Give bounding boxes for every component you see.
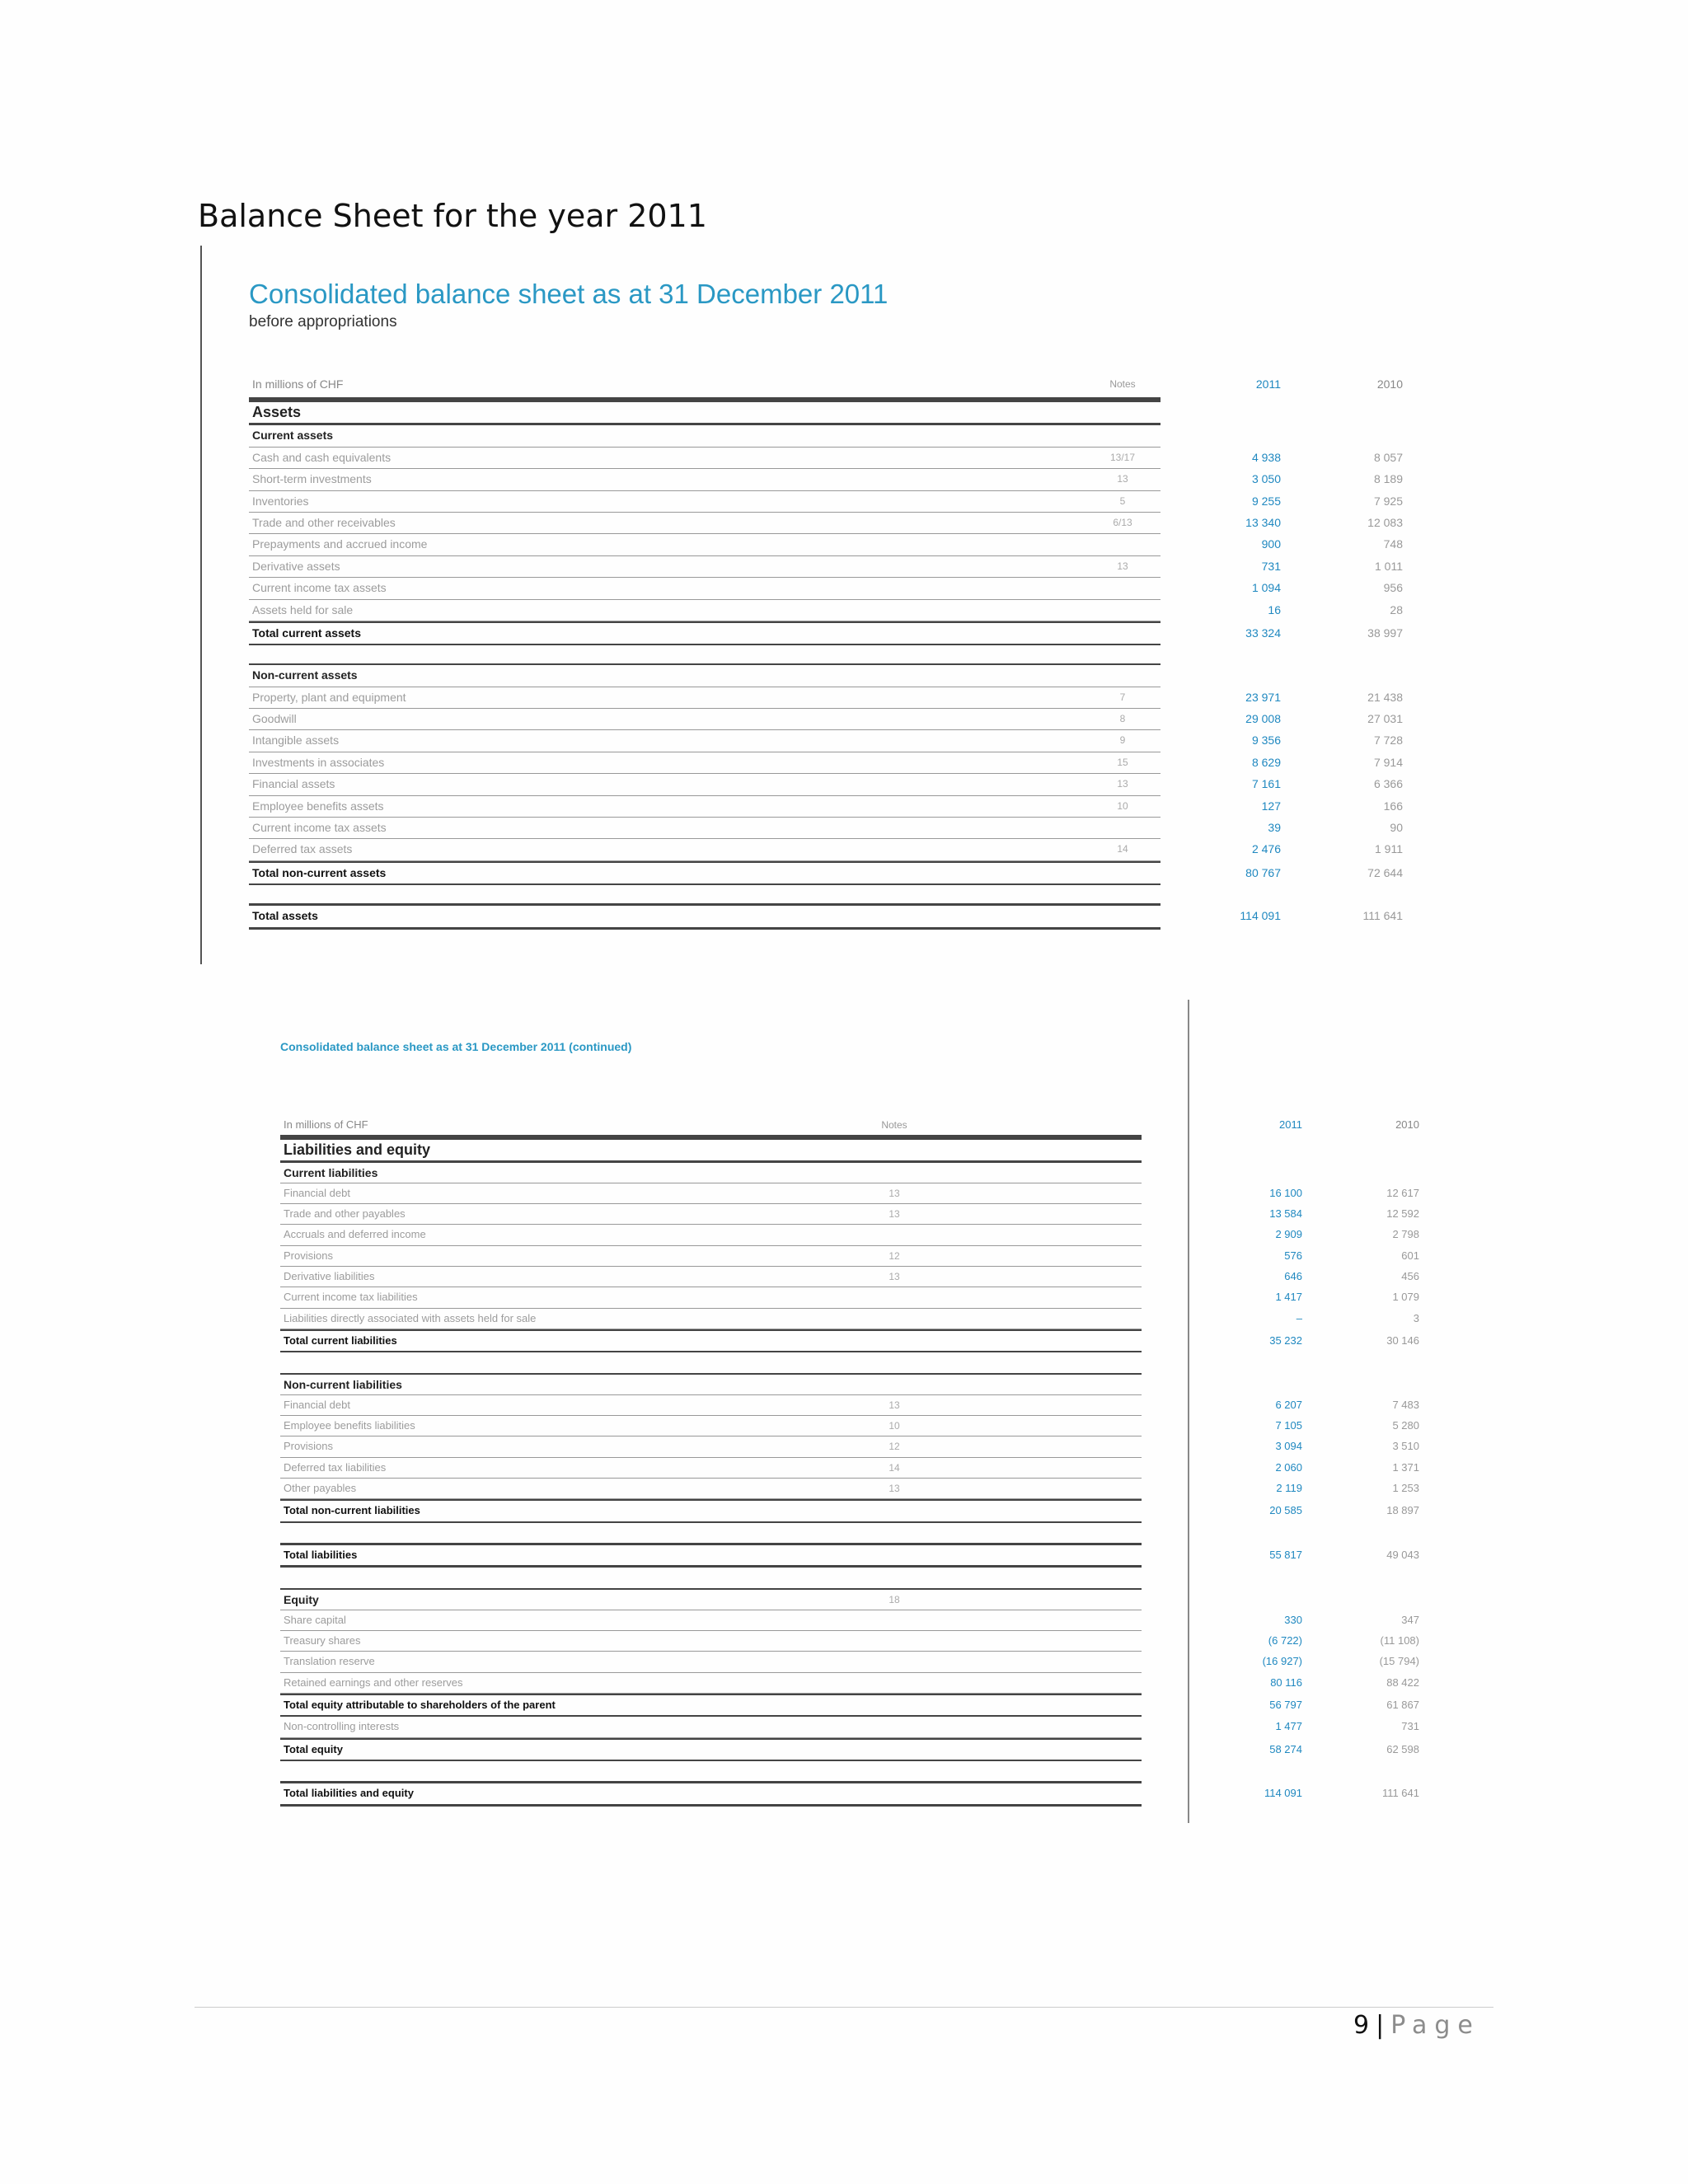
row-label: Employee benefits liabilities — [284, 1419, 415, 1432]
row-label: Trade and other payables — [284, 1207, 406, 1221]
row-label: Property, plant and equipment — [252, 690, 406, 704]
value-2010: 90 — [1390, 821, 1403, 835]
value-2011: 9 255 — [1251, 494, 1281, 508]
row-notes: 9 — [1119, 734, 1126, 747]
value-2011: 16 — [1268, 602, 1281, 616]
table-row — [280, 1610, 1419, 1631]
value-2010: (15 794) — [1379, 1655, 1419, 1668]
table-row — [249, 578, 1403, 599]
value-2011: 35 232 — [1269, 1333, 1302, 1347]
table-row — [249, 469, 1403, 490]
page-word: Page — [1390, 2011, 1480, 2040]
row-notes: 5 — [1119, 494, 1126, 507]
row-label: Intangible assets — [252, 733, 340, 748]
value-2011: 23 971 — [1245, 690, 1281, 704]
value-2010: 3 — [1413, 1311, 1419, 1324]
table-row — [249, 730, 1403, 752]
row-label: Total non-current assets — [252, 865, 387, 879]
document-title: Balance Sheet for the year 2011 — [198, 198, 707, 234]
balance-sheet-heading: Consolidated balance sheet as at 31 December 2011 — [249, 279, 889, 309]
row-notes: 12 — [889, 1441, 900, 1453]
value-2010: 7 483 — [1392, 1398, 1419, 1411]
table-row — [249, 513, 1403, 534]
table-row — [249, 774, 1403, 795]
row-label: Accruals and deferred income — [284, 1228, 426, 1241]
value-2010: 62 598 — [1386, 1742, 1419, 1755]
row-notes: 13 — [889, 1271, 900, 1283]
value-2010: 956 — [1383, 581, 1403, 595]
table-row — [280, 1246, 1419, 1267]
subgroup-row — [249, 424, 1160, 447]
table-row — [249, 818, 1403, 839]
value-2011: 80 116 — [1270, 1675, 1302, 1689]
row-label: Total equity — [284, 1742, 343, 1755]
table-header — [249, 374, 1403, 400]
row-notes: 13 — [889, 1208, 900, 1221]
liabilities-equity-rows — [280, 1137, 1419, 1806]
value-2010: 111 641 — [1381, 1787, 1419, 1800]
value-2011: 330 — [1284, 1613, 1302, 1626]
value-2010: 1 079 — [1392, 1291, 1419, 1304]
value-2011: 8 629 — [1251, 755, 1281, 769]
value-2010: 1 011 — [1375, 559, 1403, 573]
row-label: Current income tax assets — [252, 821, 387, 835]
row-notes: 6/13 — [1113, 516, 1132, 528]
value-2010: 111 641 — [1362, 909, 1403, 923]
row-notes: 13 — [1117, 473, 1128, 485]
row-label: Investments in associates — [252, 755, 385, 769]
value-2010: 28 — [1390, 602, 1403, 616]
row-notes: 12 — [889, 1249, 900, 1262]
total-row — [249, 621, 1403, 645]
row-label: Goodwill — [252, 712, 297, 726]
value-2011: 16 100 — [1269, 1186, 1302, 1199]
value-2010: 12 592 — [1386, 1207, 1419, 1221]
table-row — [280, 1416, 1419, 1436]
gap-row — [280, 1523, 1142, 1543]
balance-sheet-subheading: before appropriations — [249, 313, 397, 330]
row-notes: 15 — [1117, 756, 1128, 768]
subgroup-row — [280, 1161, 1142, 1183]
notes-column-header: Notes — [1109, 378, 1136, 390]
value-2011: 3 050 — [1251, 472, 1281, 486]
row-label: Assets — [252, 404, 302, 420]
gap-row — [249, 885, 1160, 903]
row-label: Derivative liabilities — [284, 1270, 375, 1283]
value-2010: 1 371 — [1392, 1460, 1419, 1474]
value-2011: 4 938 — [1251, 450, 1281, 464]
grand-row — [249, 903, 1403, 929]
row-label: Derivative assets — [252, 559, 340, 573]
value-2011: 2 909 — [1275, 1228, 1302, 1241]
value-2010: 21 438 — [1367, 690, 1403, 704]
row-label: Financial assets — [252, 777, 335, 791]
value-2011: 7 161 — [1251, 777, 1281, 791]
value-2010: 347 — [1401, 1613, 1419, 1626]
value-2011: 33 324 — [1245, 626, 1281, 640]
row-label: Treasury shares — [284, 1634, 361, 1647]
total-row — [280, 1694, 1419, 1717]
subgroup-row — [249, 663, 1160, 687]
row-label: Trade and other receivables — [252, 515, 396, 529]
table-row — [280, 1479, 1419, 1499]
gap-row — [280, 1352, 1142, 1372]
panel-divider-right — [1188, 1000, 1189, 1823]
value-2011: 58 274 — [1269, 1742, 1302, 1755]
value-2010: 12 617 — [1386, 1186, 1419, 1199]
table-row — [280, 1436, 1419, 1457]
row-label: Total liabilities and equity — [284, 1787, 414, 1800]
year-2011-header: 2011 — [1255, 377, 1281, 391]
table-row — [249, 839, 1403, 860]
table-row — [280, 1458, 1419, 1479]
value-2010: 6 366 — [1373, 777, 1403, 791]
row-label: Assets held for sale — [252, 602, 354, 616]
value-2010: 7 925 — [1373, 494, 1403, 508]
page-number-separator: | — [1376, 2011, 1385, 2040]
footer-divider — [195, 2007, 1493, 2008]
value-2010: 3 510 — [1392, 1440, 1419, 1453]
year-2010-header: 2010 — [1376, 377, 1403, 391]
row-label: Retained earnings and other reserves — [284, 1675, 463, 1689]
notes-column-header: Notes — [881, 1119, 907, 1131]
panel-divider-left — [200, 246, 202, 964]
value-2011: – — [1296, 1311, 1302, 1324]
value-2011: 900 — [1261, 537, 1281, 551]
value-2011: 1 417 — [1275, 1291, 1302, 1304]
value-2010: 27 031 — [1367, 712, 1403, 726]
row-notes: 13 — [889, 1187, 900, 1199]
value-2011: 20 585 — [1269, 1504, 1302, 1517]
table-row — [280, 1673, 1419, 1694]
table-row — [280, 1717, 1419, 1737]
row-label: Provisions — [284, 1440, 333, 1453]
row-notes: 13/17 — [1109, 451, 1136, 463]
page-number — [1353, 2011, 1480, 2040]
row-label: Provisions — [284, 1249, 333, 1262]
value-2011: (6 722) — [1268, 1634, 1302, 1647]
table-row — [280, 1631, 1419, 1652]
units-label: In millions of CHF — [252, 377, 344, 391]
table-row — [280, 1225, 1419, 1245]
table-row — [249, 752, 1403, 774]
row-label: Equity — [284, 1592, 319, 1606]
table-row — [249, 448, 1403, 469]
row-label: Current liabilities — [284, 1165, 378, 1179]
row-label: Short-term investments — [252, 472, 372, 486]
assets-table — [249, 374, 1403, 930]
value-2010: 8 057 — [1373, 450, 1403, 464]
value-2011: 1 477 — [1275, 1720, 1302, 1733]
row-label: Current income tax liabilities — [284, 1291, 418, 1304]
value-2011: 7 105 — [1275, 1419, 1302, 1432]
year-2010-header: 2010 — [1395, 1118, 1419, 1131]
row-label: Employee benefits assets — [252, 799, 384, 813]
value-2010: 5 280 — [1392, 1419, 1419, 1432]
table-row — [280, 1287, 1419, 1308]
liabilities-equity-table — [280, 1115, 1419, 1807]
value-2011: 576 — [1284, 1249, 1302, 1262]
value-2011: 13 340 — [1245, 515, 1281, 529]
value-2010: 88 422 — [1386, 1675, 1419, 1689]
value-2011: 114 091 — [1264, 1787, 1302, 1800]
row-label: Total assets — [252, 909, 318, 923]
value-2010: 748 — [1383, 537, 1403, 551]
assets-rows — [249, 400, 1403, 930]
row-notes: 13 — [889, 1399, 900, 1411]
gap-row — [280, 1568, 1142, 1587]
value-2010: 72 644 — [1367, 865, 1403, 879]
value-2011: 29 008 — [1245, 712, 1281, 726]
table-row — [249, 491, 1403, 513]
value-2010: 2 798 — [1392, 1228, 1419, 1241]
total-row — [280, 1738, 1419, 1761]
row-label: Non-current assets — [252, 668, 358, 682]
value-2010: 8 189 — [1373, 472, 1403, 486]
table-row — [249, 600, 1403, 621]
row-label: Share capital — [284, 1613, 346, 1626]
group-row — [280, 1137, 1142, 1160]
row-notes: 13 — [1117, 560, 1128, 572]
table-row — [280, 1204, 1419, 1225]
year-2011-header: 2011 — [1279, 1118, 1302, 1131]
row-label: Current assets — [252, 429, 334, 443]
row-label: Total current assets — [252, 626, 362, 640]
row-label: Deferred tax liabilities — [284, 1460, 387, 1474]
table-header — [280, 1115, 1419, 1137]
total-row — [280, 1329, 1419, 1352]
value-2011: 2 119 — [1276, 1482, 1302, 1495]
row-notes: 7 — [1119, 691, 1126, 703]
table-row — [249, 556, 1403, 578]
value-2011: 13 584 — [1269, 1207, 1302, 1221]
row-label: Financial debt — [284, 1398, 350, 1411]
value-2011: (16 927) — [1262, 1655, 1302, 1668]
value-2010: 7 914 — [1373, 755, 1403, 769]
value-2011: 1 094 — [1251, 581, 1281, 595]
value-2011: 39 — [1268, 821, 1281, 835]
value-2011: 646 — [1284, 1270, 1302, 1283]
row-label: Current income tax assets — [252, 581, 387, 595]
row-label: Total equity attributable to shareholders of the parent — [284, 1699, 556, 1712]
row-notes: 10 — [1117, 799, 1128, 812]
table-row — [280, 1652, 1419, 1672]
row-label: Inventories — [252, 494, 309, 508]
row-label: Non-controlling interests — [284, 1720, 400, 1733]
value-2010: 1 253 — [1392, 1482, 1419, 1495]
value-2011: 127 — [1261, 799, 1281, 813]
row-notes: 10 — [889, 1420, 900, 1432]
value-2011: 6 207 — [1275, 1398, 1302, 1411]
row-label: Liabilities and equity — [284, 1141, 431, 1159]
row-notes: 14 — [889, 1461, 900, 1474]
row-notes: 8 — [1119, 713, 1126, 725]
value-2010: 166 — [1383, 799, 1403, 813]
value-2010: 601 — [1401, 1249, 1419, 1262]
page-number-value: 9 — [1353, 2011, 1370, 2040]
row-label: Financial debt — [284, 1186, 350, 1199]
row-label: Prepayments and accrued income — [252, 537, 428, 551]
row-label: Liabilities directly associated with assets held for sale — [284, 1311, 537, 1324]
value-2011: 55 817 — [1269, 1548, 1302, 1561]
value-2011: 2 060 — [1275, 1460, 1302, 1474]
row-label: Non-current liabilities — [284, 1377, 402, 1391]
value-2011: 3 094 — [1275, 1440, 1302, 1453]
value-2011: 9 356 — [1251, 733, 1281, 748]
value-2011: 731 — [1261, 559, 1281, 573]
value-2010: (11 108) — [1380, 1634, 1419, 1647]
value-2010: 61 867 — [1386, 1699, 1419, 1712]
row-label: Total current liabilities — [284, 1333, 397, 1347]
row-label: Deferred tax assets — [252, 842, 353, 856]
units-label: In millions of CHF — [284, 1118, 368, 1131]
value-2011: 2 476 — [1251, 842, 1281, 856]
grand-row — [280, 1781, 1419, 1806]
value-2010: 38 997 — [1367, 626, 1403, 640]
value-2010: 49 043 — [1386, 1548, 1419, 1561]
value-2010: 18 897 — [1386, 1504, 1419, 1517]
total-row — [280, 1499, 1419, 1522]
row-label: Total liabilities — [284, 1548, 358, 1561]
grand-row — [280, 1543, 1419, 1568]
row-label: Total non-current liabilities — [284, 1504, 420, 1517]
group-row — [249, 400, 1160, 424]
total-row — [249, 861, 1403, 885]
table-row — [280, 1395, 1419, 1416]
table-row — [249, 687, 1403, 709]
row-label: Cash and cash equivalents — [252, 450, 392, 464]
gap-row — [280, 1761, 1142, 1781]
table-row — [280, 1267, 1419, 1287]
row-label: Other payables — [284, 1482, 357, 1495]
subgroup-row — [280, 1373, 1142, 1395]
table-row — [249, 709, 1403, 730]
row-notes: 18 — [889, 1593, 900, 1605]
table-row — [249, 534, 1403, 555]
gap-row — [249, 645, 1160, 663]
table-row — [249, 796, 1403, 818]
value-2011: 80 767 — [1245, 865, 1281, 879]
balance-sheet-continued-heading: Consolidated balance sheet as at 31 December 2011 (continued) — [280, 1040, 632, 1053]
subgroup-row — [280, 1588, 1142, 1610]
value-2011: 114 091 — [1240, 909, 1281, 923]
value-2011: 56 797 — [1269, 1699, 1302, 1712]
row-notes: 13 — [889, 1483, 900, 1495]
value-2010: 12 083 — [1367, 515, 1403, 529]
value-2010: 1 911 — [1375, 842, 1403, 856]
value-2010: 7 728 — [1373, 733, 1403, 748]
row-notes: 13 — [1117, 778, 1128, 790]
value-2010: 456 — [1401, 1270, 1419, 1283]
value-2010: 731 — [1401, 1720, 1419, 1733]
row-notes: 14 — [1117, 843, 1128, 855]
table-row — [280, 1183, 1419, 1204]
value-2010: 30 146 — [1386, 1333, 1419, 1347]
row-label: Translation reserve — [284, 1655, 375, 1668]
table-row — [280, 1309, 1419, 1329]
